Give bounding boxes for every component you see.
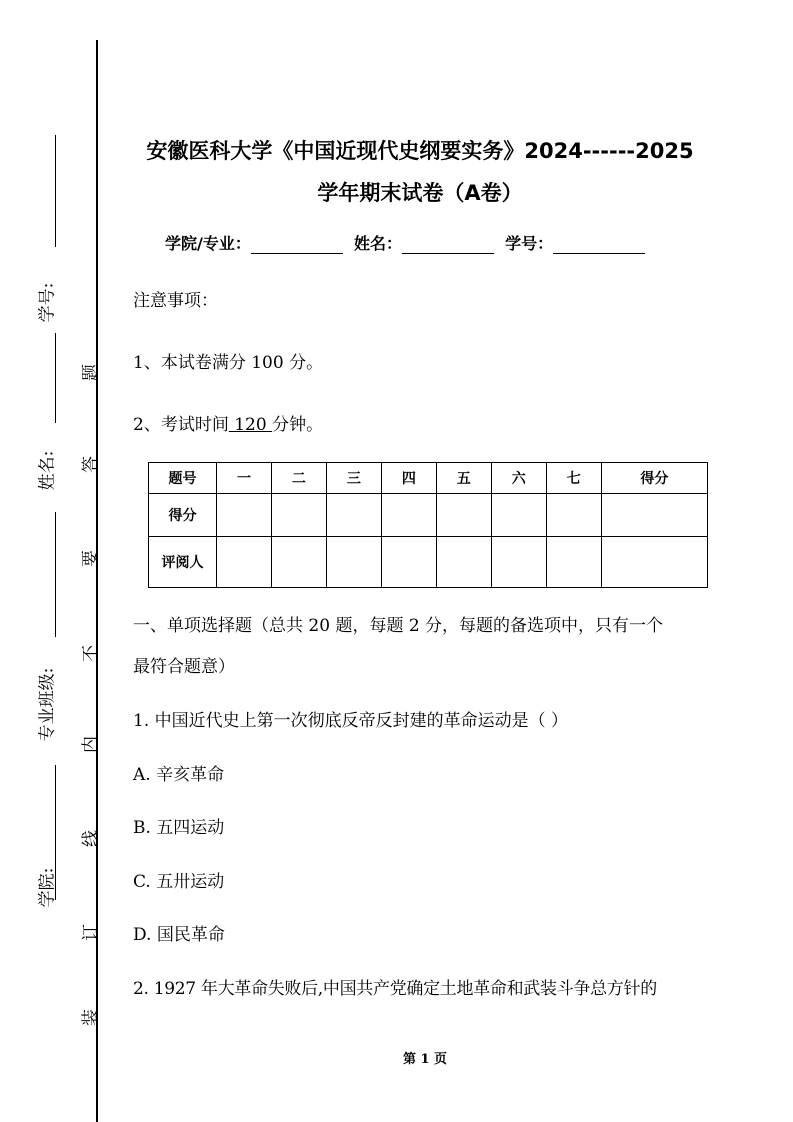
seal-char: 答 xyxy=(81,456,101,473)
note-item-2-suffix: 分钟。 xyxy=(272,415,324,435)
reviewer-cell[interactable] xyxy=(271,537,326,588)
exam-title-line1: 安徽医科大学《中国近现代史纲要实务》2024------2025 xyxy=(146,139,694,163)
score-cell[interactable] xyxy=(381,494,436,537)
college-label: 学院/专业： xyxy=(165,234,251,253)
table-header-cell: 四 xyxy=(381,463,436,494)
id-blank[interactable] xyxy=(553,235,645,254)
exam-title-line2: 学年期末试卷（A卷） xyxy=(317,181,523,205)
table-header-cell: 二 xyxy=(271,463,326,494)
note-item-2 xyxy=(133,410,323,435)
score-cell[interactable] xyxy=(436,494,491,537)
reviewer-cell[interactable] xyxy=(217,537,272,588)
student-info-line xyxy=(165,231,645,254)
table-header-cell: 六 xyxy=(491,463,546,494)
field-line xyxy=(55,333,56,423)
table-header-cell: 五 xyxy=(436,463,491,494)
seal-char: 要 xyxy=(81,550,101,567)
question-1-option-a: A. 辛亥革命 xyxy=(133,765,225,785)
section-1-heading-cont: 最符合题意） xyxy=(133,657,235,677)
field-name: 姓名: xyxy=(37,450,58,491)
reviewer-cell[interactable] xyxy=(491,537,546,588)
note-item-2-prefix: 2、考试时间 xyxy=(133,415,229,435)
score-cell[interactable] xyxy=(326,494,381,537)
row-label: 得分 xyxy=(149,494,217,537)
field-student-id: 学号: xyxy=(37,282,58,323)
question-1-option-b: B. 五四运动 xyxy=(133,818,225,838)
field-line xyxy=(55,512,56,637)
college-blank[interactable] xyxy=(251,235,343,254)
table-header-cell: 七 xyxy=(546,463,601,494)
table-row xyxy=(149,494,708,537)
note-item-1: 1、本试卷满分 100 分。 xyxy=(133,353,324,373)
name-label: 姓名： xyxy=(354,234,403,253)
question-1-option-d: D. 国民革命 xyxy=(133,925,225,945)
table-header-cell: 题号 xyxy=(149,463,217,494)
score-table xyxy=(148,462,708,588)
seal-char: 内 xyxy=(81,736,101,753)
table-header-cell: 得分 xyxy=(601,463,707,494)
score-cell[interactable] xyxy=(601,494,707,537)
table-header-cell: 一 xyxy=(217,463,272,494)
reviewer-cell[interactable] xyxy=(326,537,381,588)
reviewer-cell[interactable] xyxy=(546,537,601,588)
field-major-class: 专业班级: xyxy=(37,667,58,742)
page-number: 第 1 页 xyxy=(402,1052,448,1067)
reviewer-cell[interactable] xyxy=(381,537,436,588)
exam-duration: 120 xyxy=(228,415,273,435)
seal-char: 线 xyxy=(81,830,101,847)
score-cell[interactable] xyxy=(491,494,546,537)
reviewer-cell[interactable] xyxy=(601,537,707,588)
question-1-stem: 1. 中国近代史上第一次彻底反帝反封建的革命运动是（ ） xyxy=(133,711,569,731)
reviewer-cell[interactable] xyxy=(436,537,491,588)
table-row xyxy=(149,537,708,588)
notes-heading: 注意事项： xyxy=(133,291,218,311)
seal-char: 装 xyxy=(81,1009,101,1026)
table-header-cell: 三 xyxy=(326,463,381,494)
score-cell[interactable] xyxy=(271,494,326,537)
seal-char: 题 xyxy=(81,364,101,381)
seal-char: 不 xyxy=(81,645,101,662)
section-1-heading: 一、单项选择题（总共 20 题，每题 2 分，每题的备选项中，只有一个 xyxy=(133,616,664,636)
seal-char: 订 xyxy=(81,924,101,941)
name-blank[interactable] xyxy=(402,235,494,254)
question-1-option-c: C. 五卅运动 xyxy=(133,872,225,892)
field-college: 学院: xyxy=(37,867,58,908)
id-label: 学号： xyxy=(505,234,554,253)
row-label: 评阅人 xyxy=(149,537,217,588)
table-header-row xyxy=(149,463,708,494)
score-cell[interactable] xyxy=(217,494,272,537)
score-cell[interactable] xyxy=(546,494,601,537)
question-2-stem: 2. 1927 年大革命失败后,中国共产党确定土地革命和武装斗争总方针的 xyxy=(133,979,657,999)
